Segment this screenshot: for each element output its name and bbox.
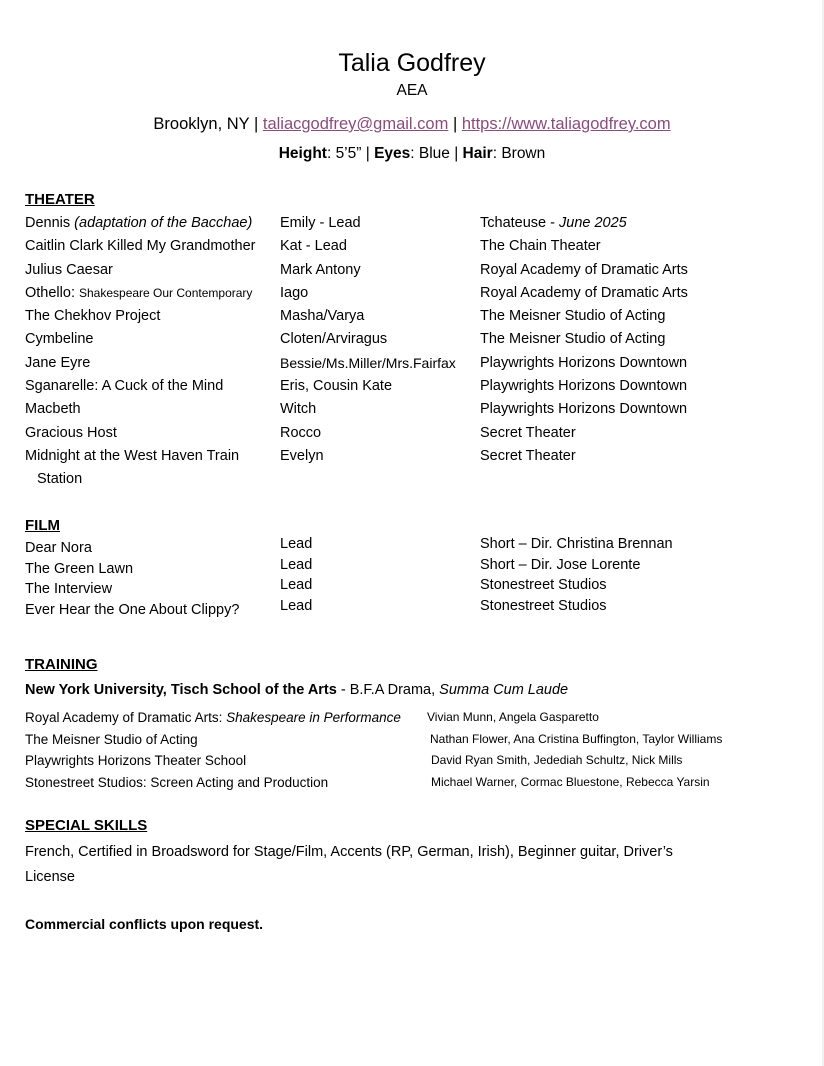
film-title-text: Dear Nora [25, 540, 92, 556]
film-detail: Short – Dir. Christina Brennan [480, 536, 673, 552]
venue: The Chain Theater [480, 238, 601, 255]
show-title: Jane Eyre [25, 354, 91, 371]
show-title: Macbeth [25, 401, 81, 418]
role: Mark Antony [280, 261, 361, 278]
training-section [25, 655, 805, 793]
eyes-value: : Blue | [410, 145, 463, 162]
film-detail: Short – Dir. Jose Lorente [480, 556, 641, 573]
teachers: Michael Warner, Cormac Bluestone, Rebecca Yarsin [431, 774, 710, 789]
film-row [25, 534, 805, 555]
theater-row [25, 259, 805, 282]
film-row [25, 596, 805, 617]
film-row [25, 555, 805, 576]
theater-row [25, 235, 805, 258]
venue: Playwrights Horizons Downtown [480, 401, 688, 418]
program: Royal Academy of Dramatic Arts: Shakespeare in Performance [25, 710, 401, 725]
role: Kat - Lead [280, 238, 347, 255]
hair-value: : Brown [492, 145, 546, 162]
film-title-text: Ever Hear the One About Clippy? [25, 601, 240, 618]
physical-stats [0, 143, 824, 165]
separator: | [448, 115, 462, 133]
film-detail: Stonestreet Studios [480, 597, 607, 614]
film-title-text: The Green Lawn [25, 560, 134, 577]
theater-row [25, 398, 805, 421]
role: Witch [280, 401, 317, 418]
teachers: Vivian Munn, Angela Gasparetto [427, 710, 599, 724]
degree: - B.F.A Drama, [336, 682, 440, 698]
venue: Secret Theater [480, 424, 576, 441]
show-title: Othello: Shakespeare Our Contemporary [25, 284, 253, 301]
separator: | [249, 115, 263, 133]
school-name: New York University, Tisch School of the Arts [25, 682, 337, 698]
show-title: Dennis (adaptation of the Bacchae) [25, 215, 253, 231]
role: Cloten/Arviragus [280, 331, 388, 348]
eyes-label: Eyes [374, 145, 411, 162]
venue: Royal Academy of Dramatic Arts [480, 284, 688, 301]
teachers: Nathan Flower, Ana Cristina Buffington, Taylor Williams [430, 731, 723, 746]
theater-row-continuation [25, 468, 805, 491]
theater-title: THEATER [25, 191, 95, 208]
show-title: Cymbeline [25, 331, 94, 348]
role: Evelyn [280, 447, 324, 464]
program: The Meisner Studio of Acting [25, 731, 198, 747]
training-row [25, 707, 805, 729]
role: Masha/Varya [280, 308, 365, 325]
show-title: The Chekhov Project [25, 308, 161, 325]
role: Eris, Cousin Kate [280, 378, 393, 395]
film-section [25, 516, 805, 616]
role: Iago [280, 284, 309, 301]
role: Rocco [280, 424, 322, 441]
show-title: Caitlin Clark Killed My Grandmother [25, 238, 256, 255]
height-label: Height [278, 145, 327, 162]
show-title: Midnight at the West Haven Train [25, 447, 240, 464]
venue: The Meisner Studio of Acting [480, 308, 666, 325]
theater-section [25, 190, 805, 492]
email-link[interactable]: taliacgodfrey@gmail.com [262, 115, 449, 133]
height-value: : 5’5” | [326, 145, 375, 162]
film-title-text: The Interview [25, 581, 113, 597]
film-title: FILM [25, 517, 60, 534]
theater-row [25, 352, 805, 375]
show-title: Sganarelle: A Cuck of the Mind [25, 378, 224, 395]
hair-label: Hair [462, 145, 493, 162]
theater-row [25, 445, 805, 468]
resume-header [0, 46, 824, 165]
skills-text: French, Certified in Broadsword for Stage/Film, Accents (RP, German, Irish), Beginner guitar, Driver’s License [25, 844, 673, 885]
role: Lead [280, 556, 313, 573]
theater-row [25, 212, 805, 235]
location: Brooklyn, NY [153, 115, 250, 133]
show-title: Gracious Host [25, 424, 117, 441]
theater-row [25, 305, 805, 328]
training-title: TRAINING [25, 656, 98, 673]
training-row [25, 772, 805, 794]
degree-line [25, 679, 805, 701]
venue: Playwrights Horizons Downtown [480, 378, 688, 395]
venue: Playwrights Horizons Downtown [480, 354, 688, 371]
honors: Summa Cum Laude [439, 682, 569, 698]
role: Lead [280, 536, 313, 552]
show-title: Julius Caesar [25, 261, 113, 278]
theater-row [25, 422, 805, 445]
venue: Secret Theater [480, 447, 576, 464]
program: Stonestreet Studios: Screen Acting and Production [25, 774, 329, 790]
theater-row [25, 328, 805, 351]
website-link[interactable]: https://www.taliagodfrey.com [461, 115, 671, 133]
theater-row [25, 375, 805, 398]
skills-title: SPECIAL SKILLS [25, 817, 148, 834]
teachers: David Ryan Smith, Jedediah Schultz, Nick Mills [431, 753, 683, 767]
venue: The Meisner Studio of Acting [480, 331, 666, 348]
role: Bessie/Ms.Miller/Mrs.Fairfax [280, 354, 456, 371]
training-row [25, 750, 805, 772]
skills-section [25, 816, 805, 889]
union-affiliation: AEA [396, 82, 428, 99]
role: Emily - Lead [280, 215, 361, 231]
show-title-continued: Station [37, 471, 83, 488]
program: Playwrights Horizons Theater School [25, 753, 247, 768]
training-row [25, 729, 805, 751]
film-detail: Stonestreet Studios [480, 577, 607, 593]
theater-row [25, 282, 805, 305]
role: Lead [280, 577, 313, 593]
commercial-conflicts-note: Commercial conflicts upon request. [25, 916, 264, 932]
role: Lead [280, 597, 313, 614]
actor-name: Talia Godfrey [338, 49, 486, 77]
contact-line [0, 112, 824, 136]
venue: Tchateuse - June 2025 [480, 215, 627, 231]
venue: Royal Academy of Dramatic Arts [480, 261, 688, 278]
film-row [25, 575, 805, 596]
